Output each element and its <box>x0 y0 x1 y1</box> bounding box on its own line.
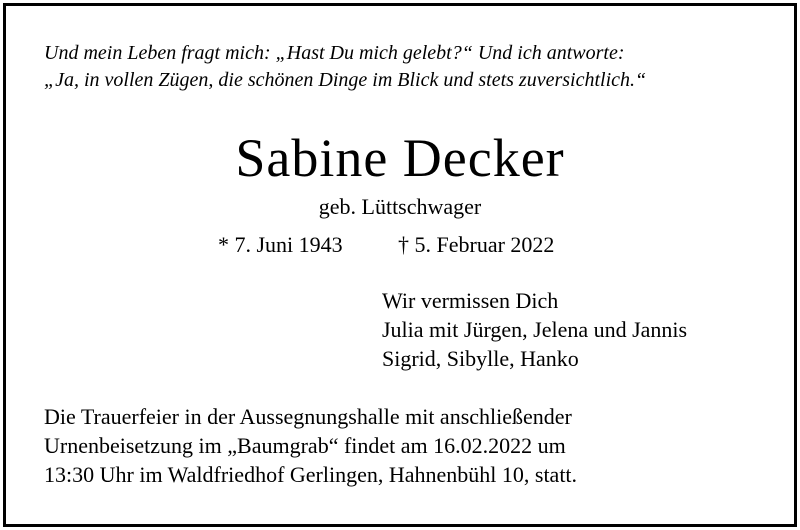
funeral-line-3: 13:30 Uhr im Waldfriedhof Gerlingen, Hahnenbühl 10, statt. <box>44 462 578 487</box>
maiden-name: geb. Lüttschwager <box>318 194 482 219</box>
funeral-line-1: Die Trauerfeier in der Aussegnungshalle mit anschließender <box>44 404 572 429</box>
birth-date: * 7. Juni 1943 <box>218 232 343 257</box>
funeral-line-2: Urnenbeisetzung im „Baumgrab“ findet am 16.02.2022 um <box>44 433 566 458</box>
mourners-line-2: Julia mit Jürgen, Jelena und Jannis <box>382 317 688 342</box>
quote-line-1: Und mein Leben fragt mich: „Hast Du mich gelebt?“ Und ich antworte: <box>44 42 625 64</box>
death-date: † 5. Februar 2022 <box>398 232 555 257</box>
mourners-line-3: Sigrid, Sibylle, Hanko <box>382 346 579 371</box>
mourners-line-1: Wir vermissen Dich <box>382 288 559 313</box>
deceased-name: Sabine Decker <box>235 128 565 188</box>
funeral-details <box>44 402 577 489</box>
quote-line-2: „Ja, in vollen Zügen, die schönen Dinge im Blick und stets zuversichtlich.“ <box>44 69 647 91</box>
memorial-quote <box>44 40 646 94</box>
mourners-block <box>382 286 687 373</box>
